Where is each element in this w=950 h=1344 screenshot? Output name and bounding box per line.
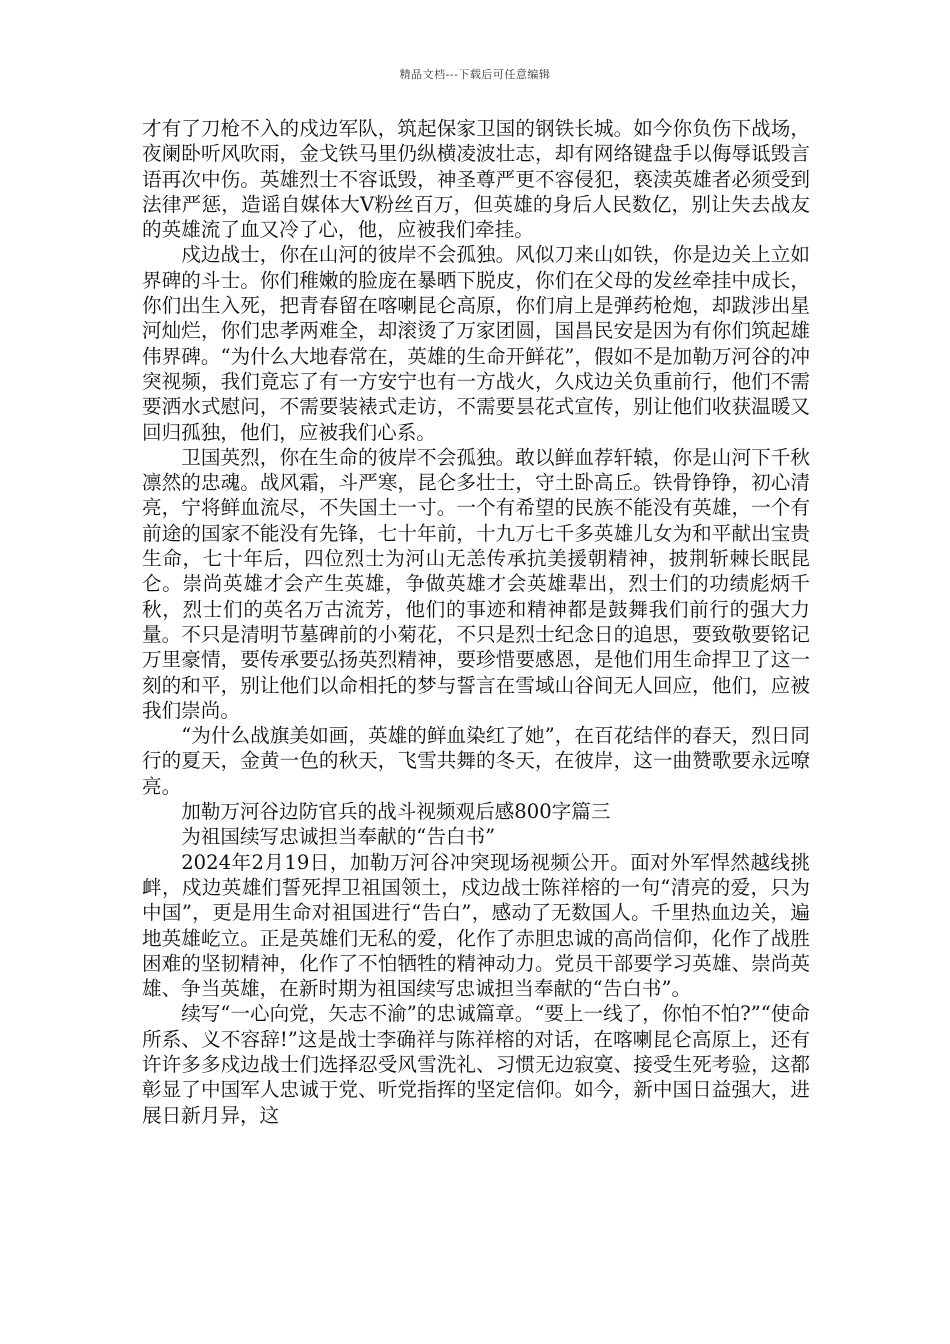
paragraph-1: 才有了刀枪不入的戍边军队，筑起保家卫国的钢铁长城。如今你负伤下战场，夜阑卧听风吹雨，金戈铁马里仍纵横凌波壮志，却有网络键盘手以侮辱诋毁言语再次中伤。英雄烈士不容诋毁，神圣尊严更不容侵犯，亵渎英雄者必须受到法律严惩，造谣自媒体大V粉丝百万，但英雄的身后人民数亿，别让失去战友的英雄流了血又冷了心，他，应被我们牵挂。 xyxy=(142,117,810,242)
document-body xyxy=(142,116,810,1128)
section-title: 加勒万河谷边防官兵的战斗视频观后感800字篇三 xyxy=(181,800,611,824)
paragraph-3: 卫国英烈，你在生命的彼岸不会孤独。敢以鲜血荐轩辕，你是山河下千秋凛然的忠魂。战风霜，斗严寒，昆仑多壮士，守土卧高丘。铁骨铮铮，初心清亮，宁将鲜血流尽，不失国土一寸。一个有希望的民族不能没有英雄，一个有前途的国家不能没有先锋，七十年前，十九万七千多英雄儿女为和平献出宝贵生命，七十年后，四位烈士为河山无恙传承抗美援朝精神，披荆斩棘长眠昆仑。崇尚英雄才会产生英雄，争做英雄才会英雄辈出，烈士们的功绩彪炳千秋，烈士们的英名万古流芳，他们的事迹和精神都是鼓舞我们前行的强大力量。不只是清明节墓碑前的小菊花，不只是烈士纪念日的追思，要致敬要铭记万里豪情，要传承要弘扬英烈精神，要珍惜要感恩，是他们用生命捍卫了这一刻的和平，别让他们以命相托的梦与誓言在雪域山谷间无人回应，他们，应被我们崇尚。 xyxy=(142,445,810,722)
page-header: 精品文档---下载后可任意编辑 xyxy=(399,68,551,81)
paragraph-5: 2024年2月19日，加勒万河谷冲突现场视频公开。面对外军悍然越线挑衅，戍边英雄们誓死捍卫祖国领土，戍边战士陈祥榕的一句“清亮的爱，只为中国”，更是用生命对祖国进行“告白”，感动了无数国人。千里热血边关，遍地英雄屹立。正是英雄们无私的爱，化作了赤胆忠诚的高尚信仰，化作了战胜困难的坚韧精神，化作了不怕牺牲的精神动力。党员干部要学习英雄、崇尚英雄、争当英雄，在新时期为祖国续写忠诚担当奉献的“告白书”。 xyxy=(142,850,810,1001)
section-subtitle: 为祖国续写忠诚担当奉献的“告白书” xyxy=(181,825,496,849)
paragraph-4: “为什么战旗美如画，英雄的鲜血染红了她”，在百花结伴的春天，烈日同行的夏天，金黄一色的秋天，飞雪共舞的冬天，在彼岸，这一曲赞歌要永远嘹亮。 xyxy=(142,724,810,798)
paragraph-6: 续写“一心向党，矢志不渝”的忠诚篇章。“要上一线了，你怕不怕?”“使命所系、义不容辞!”这是战士李确祥与陈祥榕的对话，在喀喇昆仑高原上，还有许许多多戍边战士们选择忍受风雪洗礼、习惯无边寂寞、接受生死考验，这都彰显了中国军人忠诚于党、听党指挥的坚定信仰。如今，新中国日益强大，进展日新月异，这 xyxy=(142,1002,810,1127)
paragraph-2: 戍边战士，你在山河的彼岸不会孤独。风似刀来山如铁，你是边关上立如界碑的斗士。你们稚嫩的脸庞在暴晒下脱皮，你们在父母的发丝牵挂中成长，你们出生入死，把青春留在喀喇昆仑高原，你们肩上是弹药枪炮，却跋涉出星河灿烂，你们忠孝两难全，却滚烫了万家团圆，国昌民安是因为有你们筑起雄伟界碑。“为什么大地春常在，英雄的生命开鲜花”，假如不是加勒万河谷的冲突视频，我们竟忘了有一方安宁也有一方战火，久戍边关负重前行，他们不需要洒水式慰问，不需要装裱式走访，不需要昙花式宣传，别让他们收获温暖又回归孤独，他们，应被我们心系。 xyxy=(142,243,810,444)
